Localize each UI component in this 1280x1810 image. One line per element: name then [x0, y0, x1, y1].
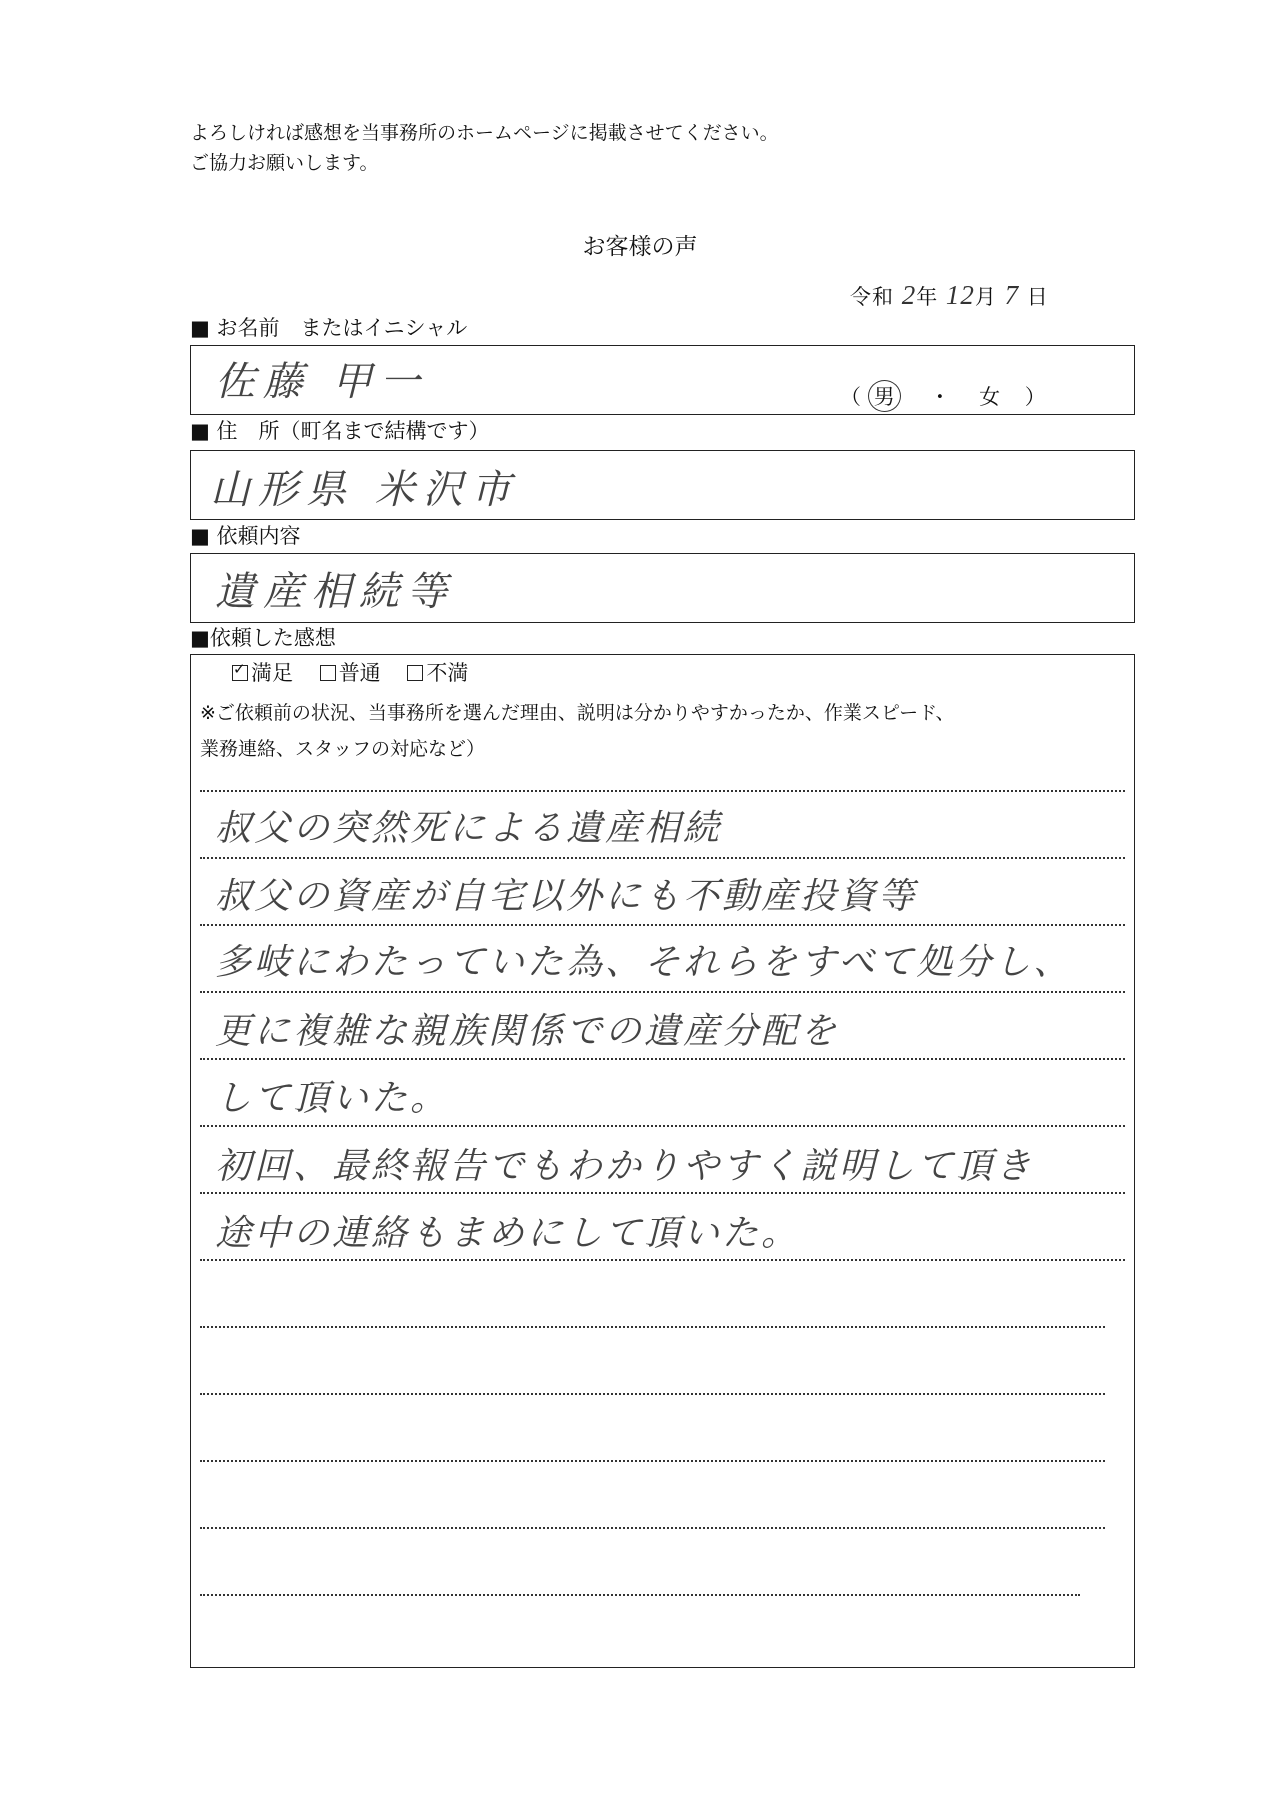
address-value: 山形県 米沢市: [210, 467, 519, 513]
request-label: ■ 依頼内容: [190, 524, 301, 548]
option-satisfied[interactable]: [232, 661, 293, 685]
feedback-line-6: 初回、最終報告でもわかりやすく説明して頂き: [215, 1146, 1035, 1187]
feedback-line-7: 途中の連絡もまめにして頂いた。: [215, 1213, 801, 1254]
ruled-line: [200, 790, 1125, 792]
checkbox-satisfied[interactable]: [232, 665, 248, 681]
date: [850, 280, 1049, 311]
ruled-line: [200, 1527, 1105, 1529]
gender-male[interactable]: 男: [868, 380, 901, 412]
ruled-line: [200, 1259, 1125, 1261]
feedback-line-2: 叔父の資産が自宅以外にも不動産投資等: [215, 876, 918, 917]
ruled-line: [200, 924, 1125, 926]
page-title: お客様の声: [582, 234, 698, 260]
ruled-line: [200, 1192, 1125, 1194]
option-unsatisfied[interactable]: [407, 661, 468, 685]
feedback-line-1: 叔父の突然死による遺産相続: [215, 808, 723, 849]
note-line-2: 業務連絡、スタッフの対応など）: [200, 738, 486, 760]
ruled-line: [200, 1058, 1125, 1060]
date-day: 7: [1004, 280, 1020, 310]
checkbox-unsatisfied[interactable]: [407, 665, 423, 681]
gender-select[interactable]: [840, 380, 1046, 412]
option-normal[interactable]: [320, 661, 381, 685]
ruled-line: [200, 857, 1125, 859]
feedback-line-5: して頂いた。: [215, 1078, 450, 1119]
intro-line-2: ご協力お願いします。: [190, 152, 379, 174]
satisfaction-options: [232, 657, 488, 687]
date-year-unit: 年: [916, 285, 939, 309]
checkbox-normal[interactable]: [320, 665, 336, 681]
gender-separator: ・: [929, 385, 951, 409]
ruled-line: [200, 1326, 1105, 1328]
feedback-line-4: 更に複雑な親族関係での遺産分配を: [215, 1011, 840, 1052]
date-day-unit: 日: [1026, 285, 1049, 309]
gender-female[interactable]: 女: [979, 385, 1001, 409]
date-month: 12: [945, 280, 975, 310]
option-normal-label: 普通: [338, 661, 381, 685]
name-label: ■ お名前 またはイニシャル: [190, 316, 468, 340]
option-satisfied-label: 満足: [251, 661, 293, 685]
ruled-line: [200, 1125, 1125, 1127]
intro-text: [190, 118, 779, 178]
feedback-label: ■依頼した感想: [190, 626, 336, 650]
ruled-line: [200, 991, 1125, 993]
feedback-note: [200, 695, 1120, 767]
date-month-unit: 月: [974, 285, 997, 309]
date-year: 2: [901, 280, 917, 310]
note-line-1: ※ご依頼前の状況、当事務所を選んだ理由、説明は分かりやすかったか、作業スピード、: [200, 702, 955, 724]
ruled-line: [200, 1460, 1105, 1462]
date-era: 令和: [850, 285, 894, 309]
option-unsatisfied-label: 不満: [426, 661, 469, 685]
request-value: 遺産相続等: [215, 569, 455, 615]
address-label: ■ 住 所（町名まで結構です）: [190, 419, 490, 443]
ruled-line: [200, 1393, 1105, 1395]
feedback-line-3: 多岐にわたっていた為、それらをすべて処分し、: [215, 942, 1073, 983]
ruled-line: [200, 1594, 1080, 1596]
intro-line-1: よろしければ感想を当事務所のホームページに掲載させてください。: [190, 122, 779, 144]
name-value: 佐藤 甲一: [215, 359, 428, 405]
gender-close-paren: ）: [1024, 385, 1046, 409]
gender-open-paren: （: [840, 385, 861, 409]
